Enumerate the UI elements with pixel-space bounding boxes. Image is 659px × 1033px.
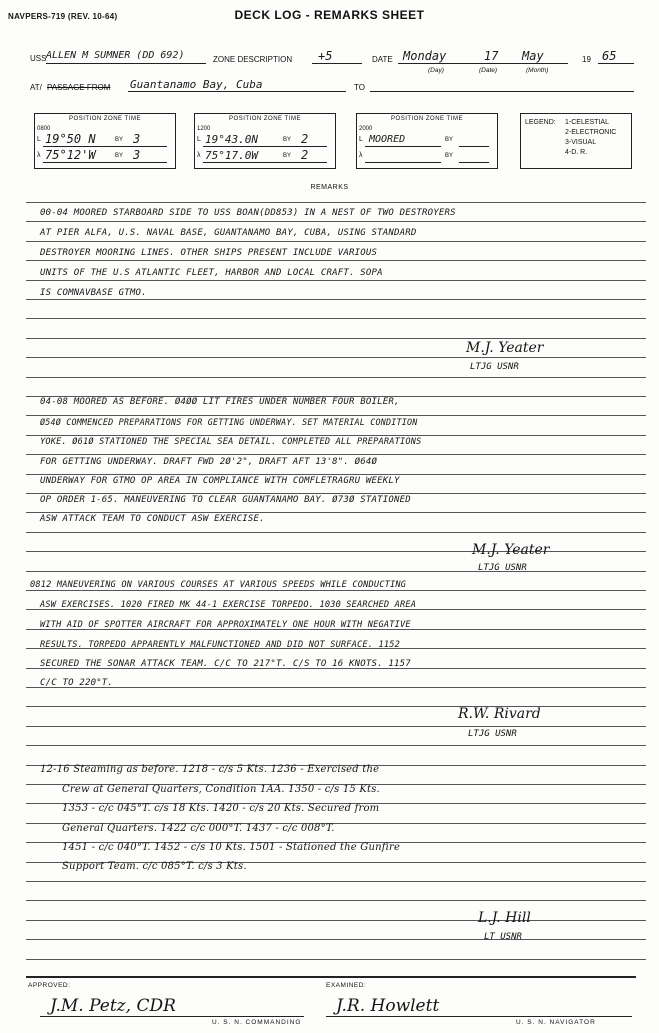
latitude-value[interactable]: MOORED: [369, 134, 406, 145]
legend-item: 4-D. R.: [565, 149, 588, 156]
ruled-line: [26, 474, 646, 475]
ruled-line: [26, 241, 646, 242]
officer-rank: LT USNR: [484, 932, 522, 942]
ruled-line: [26, 881, 646, 882]
longitude-value[interactable]: 75°17.0W: [205, 149, 258, 162]
officer-rank: LTJG USNR: [478, 563, 527, 573]
zone-label: ZONE DESCRIPTION: [213, 55, 293, 64]
remark-line: FOR GETTING UNDERWAY. DRAFT FWD 2Ø'2", DRAFT AFT 13'8". Ø64Ø: [40, 457, 378, 467]
remark-line: Support Team. c/c 085°T. c/s 3 Kts.: [62, 861, 247, 872]
date-underline: [398, 63, 568, 64]
remark-line: YOKE. Ø61Ø STATIONED THE SPECIAL SEA DETAIL. COMPLETED ALL PREPARATIONS: [40, 437, 422, 447]
at-label: AT/: [30, 83, 42, 92]
ruled-line: [26, 260, 646, 261]
ruled-line: [26, 221, 646, 222]
year-value[interactable]: 65: [602, 49, 617, 63]
legend-item: 3-VISUAL: [565, 139, 597, 146]
position-box-header: POSITION ZONE TIME: [391, 116, 463, 122]
lat-label: L: [359, 136, 363, 143]
officer-rank: LTJG USNR: [470, 362, 519, 372]
examined-underline: [326, 1016, 632, 1017]
remark-line: C/C TO 220°T.: [40, 678, 114, 688]
remark-line: ASW ATTACK TEAM TO CONDUCT ASW EXERCISE.: [40, 514, 265, 524]
form-id: NAVPERS-719 (REV. 10-64): [8, 12, 118, 21]
examined-label: EXAMINED:: [326, 982, 367, 989]
ruled-line: [26, 939, 646, 940]
ruled-line: [26, 590, 646, 591]
remark-line: RESULTS. TORPEDO APPARENTLY MALFUNCTIONED AND DID NOT SURFACE. 1152: [40, 640, 401, 650]
by-label: BY: [283, 153, 292, 159]
lon-label: λ: [197, 152, 201, 159]
ruled-line: [26, 571, 646, 572]
location-underline: [128, 91, 346, 92]
by-label: BY: [115, 137, 124, 143]
ruled-line: [26, 687, 646, 688]
date-caption: (Date): [479, 67, 498, 74]
lon-source[interactable]: 2: [301, 148, 309, 162]
remark-line: UNITS OF THE U.S ATLANTIC FLEET, HARBOR AND LOCAL CRAFT. SOPA: [40, 268, 383, 278]
ruled-line: [26, 493, 646, 494]
ruled-line: [26, 900, 646, 901]
lat-label: L: [37, 136, 41, 143]
lat-source[interactable]: 3: [133, 132, 141, 146]
position-time: 2000: [359, 126, 373, 132]
officer-signature: R.W. Rivard: [458, 706, 541, 722]
remark-line: WITH AID OF SPOTTER AIRCRAFT FOR APPROXIMATELY ONE HOUR WITH NEGATIVE: [40, 620, 411, 630]
date-label: DATE: [372, 55, 393, 64]
officer-signature: M.J. Yeater: [472, 542, 550, 558]
ruled-line: [26, 338, 646, 339]
ship-underline: [46, 63, 206, 64]
lon-underline: [43, 162, 167, 163]
approved-signature: J.M. Petz, CDR: [50, 996, 176, 1016]
ruled-line: [26, 959, 646, 960]
remark-line: UNDERWAY FOR GTMO OP AREA IN COMPLIANCE WITH COMFLETRAGRU WEEKLY: [40, 476, 400, 486]
lat-underline: [43, 146, 167, 147]
legend-item: 1-CELESTIAL: [565, 119, 609, 126]
remark-line: Crew at General Quarters, Condition 1AA. 1350 - c/s 15 Kts.: [62, 784, 380, 795]
remark-line: 12-16 Steaming as before. 1218 - c/s 5 Kts. 1236 - Exercised the: [40, 764, 380, 775]
day-value[interactable]: Monday: [403, 49, 447, 63]
zone-underline: [312, 63, 362, 64]
year-underline: [598, 63, 634, 64]
zone-value[interactable]: +5: [318, 49, 333, 63]
lat-source-underline: [459, 146, 489, 147]
date-value[interactable]: 17: [484, 49, 499, 63]
ruled-line: [26, 532, 646, 533]
day-caption: (Day): [428, 67, 444, 74]
ruled-line: [26, 454, 646, 455]
lon-label: λ: [37, 152, 41, 159]
ruled-line: [26, 551, 646, 552]
position-box-2000: [356, 113, 498, 169]
lon-underline: [203, 162, 327, 163]
legend-title: LEGEND:: [525, 119, 556, 126]
lat-source[interactable]: 2: [301, 132, 309, 146]
longitude-value[interactable]: 75°12'W: [45, 148, 96, 162]
position-box-0800: [34, 113, 176, 169]
ruled-line: [26, 415, 646, 416]
remarks-title: REMARKS: [310, 184, 349, 191]
location-value[interactable]: Guantanamo Bay, Cuba: [130, 78, 263, 91]
ruled-line: [26, 706, 646, 707]
remark-line: DESTROYER MOORING LINES. OTHER SHIPS PRESENT INCLUDE VARIOUS: [40, 248, 378, 258]
remark-line: Ø54Ø COMMENCED PREPARATIONS FOR GETTING UNDERWAY. SET MATERIAL CONDITION: [40, 417, 418, 427]
remark-line: ASW EXERCISES. 1020 FIRED MK 44-1 EXERCISE TORPEDO. 1030 SEARCHED AREA: [40, 600, 417, 610]
ruled-line: [26, 920, 646, 921]
ruled-line: [26, 202, 646, 203]
by-label: BY: [445, 153, 454, 159]
lon-source[interactable]: 3: [133, 148, 141, 162]
year-prefix: 19: [582, 55, 591, 64]
to-label: TO: [354, 83, 365, 92]
remark-line: 1451 - c/c 040°T. 1452 - c/s 10 Kts. 1501 - Stationed the Gunfire: [62, 842, 401, 853]
position-box-1200: [194, 113, 336, 169]
approved-underline: [40, 1016, 304, 1017]
footer-rule: [26, 976, 636, 978]
officer-rank: LTJG USNR: [468, 729, 517, 739]
lon-label: λ: [359, 152, 363, 159]
lat-label: L: [197, 136, 201, 143]
month-caption: (Month): [526, 67, 549, 74]
to-underline: [370, 91, 634, 92]
remark-line: IS COMNAVBASE GTMO.: [40, 288, 147, 298]
ruled-line: [26, 726, 646, 727]
ruled-line: [26, 745, 646, 746]
position-box-header: POSITION ZONE TIME: [229, 116, 301, 122]
ruled-line: [26, 280, 646, 281]
examined-signature: J.R. Howlett: [336, 996, 440, 1016]
position-time: 1200: [197, 126, 211, 132]
remark-line: OP ORDER 1-65. MANEUVERING TO CLEAR GUANTANAMO BAY. Ø73Ø STATIONED: [40, 495, 411, 505]
by-label: BY: [283, 137, 292, 143]
remark-line: 0812 MANEUVERING ON VARIOUS COURSES AT VARIOUS SPEEDS WHILE CONDUCTING: [30, 580, 407, 590]
officer-signature: M.J. Yeater: [466, 340, 544, 356]
ruled-line: [26, 299, 646, 300]
commanding-label: U. S. N. COMMANDING: [212, 1019, 302, 1026]
by-label: BY: [115, 153, 124, 159]
position-time: 0800: [37, 126, 51, 132]
position-box-header: POSITION ZONE TIME: [69, 116, 141, 122]
navigator-label: U. S. N. NAVIGATOR: [516, 1019, 596, 1026]
latitude-value[interactable]: 19°43.0N: [205, 133, 258, 146]
by-label: BY: [445, 137, 454, 143]
uss-label: USS: [30, 54, 47, 63]
legend-box: [520, 113, 632, 169]
remark-line: 00-04 MOORED STARBOARD SIDE TO USS BOAN(DD853) IN A NEST OF TWO DESTROYERS: [40, 208, 456, 218]
remark-line: SECURED THE SONAR ATTACK TEAM. C/C TO 217°T. C/S TO 16 KNOTS. 1157: [40, 659, 411, 669]
remark-line: General Quarters. 1422 c/c 000°T. 1437 - c/c 008°T.: [62, 823, 335, 834]
ruled-line: [26, 318, 646, 319]
ruled-line: [26, 377, 646, 378]
ruled-line: [26, 512, 646, 513]
remark-line: 04-08 MOORED AS BEFORE. Ø4ØØ LIT FIRES UNDER NUMBER FOUR BOILER,: [40, 397, 400, 407]
form-title: DECK LOG - REMARKS SHEET: [234, 8, 425, 22]
lat-underline: [365, 146, 441, 147]
ruled-line: [26, 435, 646, 436]
latitude-value[interactable]: 19°50 N: [45, 132, 96, 146]
approved-label: APPROVED:: [28, 982, 71, 989]
passage-label: PASSAGE FROM: [47, 83, 111, 92]
lon-source-underline: [459, 162, 489, 163]
lon-underline: [365, 162, 441, 163]
remark-line: 1353 - c/c 045°T. c/s 18 Kts. 1420 - c/s 20 Kts. Secured from: [62, 803, 380, 814]
lat-underline: [203, 146, 327, 147]
ruled-line: [26, 357, 646, 358]
officer-signature: L.J. Hill: [478, 910, 531, 926]
ship-name[interactable]: ALLEN M SUMNER (DD 692): [46, 50, 185, 61]
month-value[interactable]: May: [522, 49, 544, 63]
legend-item: 2-ELECTRONIC: [565, 129, 617, 136]
remark-line: AT PIER ALFA, U.S. NAVAL BASE, GUANTANAMO BAY, CUBA, USING STANDARD: [40, 228, 417, 238]
